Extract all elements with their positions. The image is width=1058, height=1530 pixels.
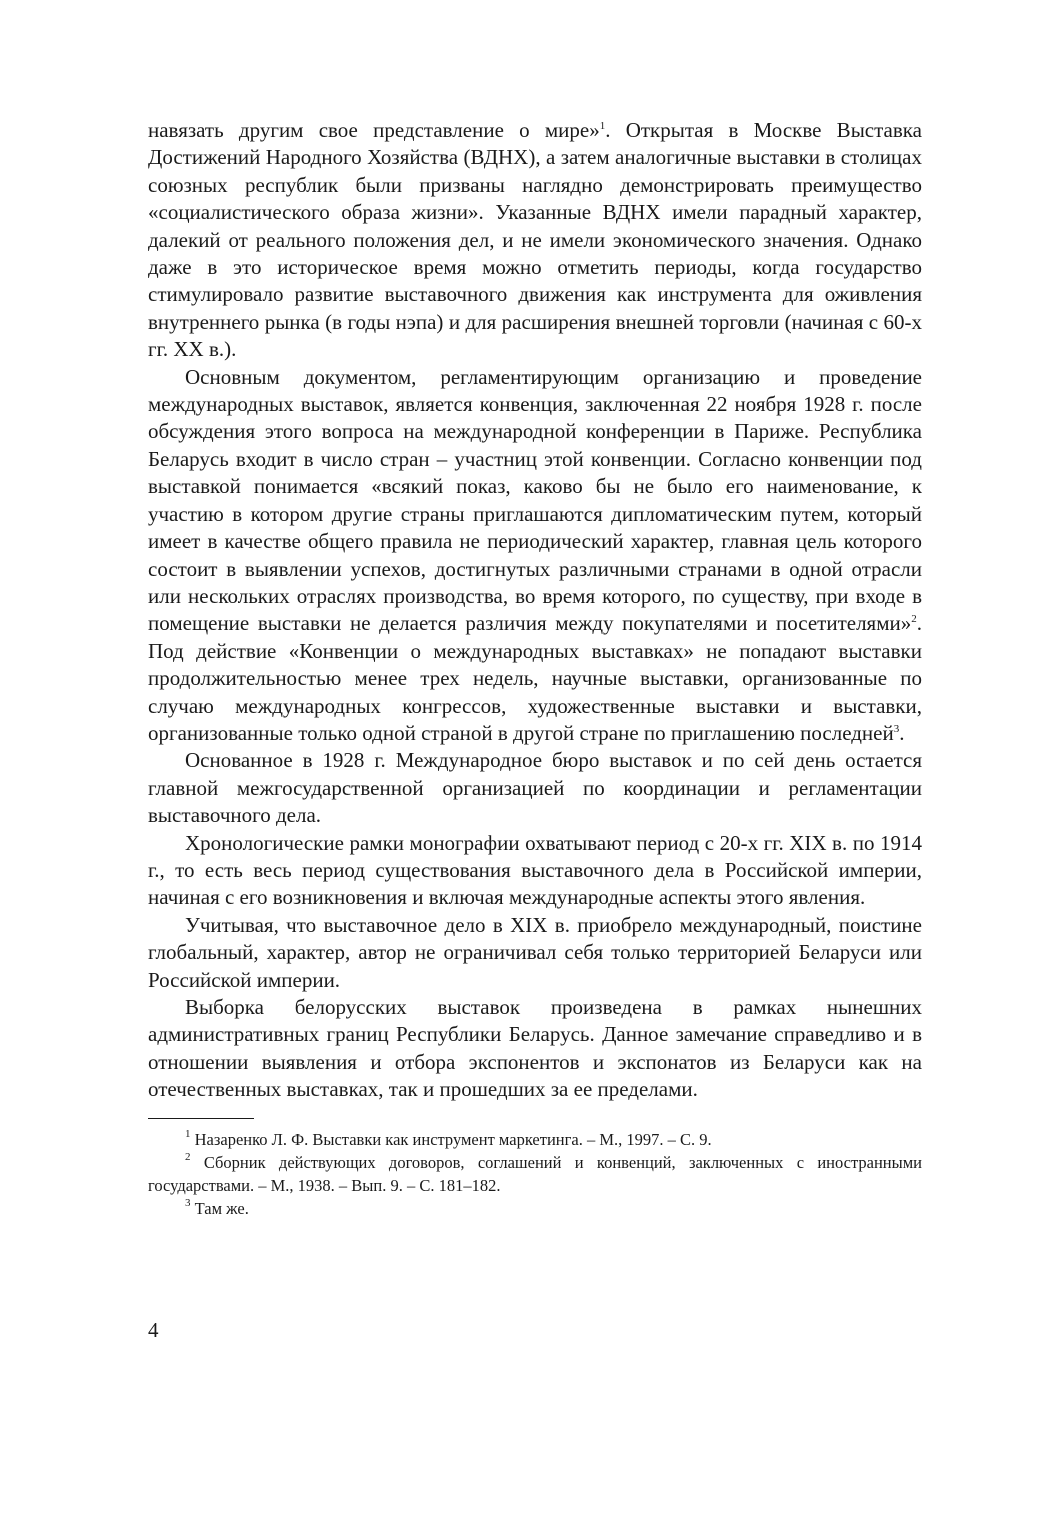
footnote-1 — [148, 1128, 922, 1151]
footnote-mark-3: 3 — [185, 1196, 191, 1209]
paragraph-2-text-a: Основным документом, регламентирующим организацию и проведение международных выставок, является конвенция, заключенная 22 ноября 1928 г. после обсуждения этого вопроса на международной конференции в Париже. Республика Беларусь входит в число стран – участниц этой конвенции. Согласно конвенции под выставкой понимается «всякий показ, каково бы не было его наименование, к участию в котором другие страны приглашаются дипломатическим путем, который имеет в качестве общего правила не периодический характер, главная цель которого состоит в выявлении успехов, достигнутых различными странами в одной отрасли или нескольких отраслях производства, во время которого, по существу, при входе в помещение выставки не делается различия между покупателями и посетителями» — [148, 364, 922, 636]
footnote-3 — [148, 1197, 922, 1220]
footnote-1-text: Назаренко Л. Ф. Выставки как инструмент маркетинга. – М., 1997. – С. 9. — [190, 1129, 712, 1149]
body-text — [148, 117, 922, 1104]
paragraph-2-text-b: . Под действие «Конвенции о международных выставках» не попадают выставки продолжительностью менее трех недель, научные выставки, организованные по случаю международных конгрессов, художественные выставки и выставки, организованные только одной страной в другой стране по приглашению последней — [148, 611, 922, 745]
paragraph-3: Основанное в 1928 г. Международное бюро выставок и по сей день остается главной межгосударственной организацией по координации и регламентации выставочного дела. — [148, 748, 922, 828]
footnote-2 — [148, 1151, 922, 1197]
paragraph-1 — [148, 117, 922, 364]
footnote-2-text: Сборник действующих договоров, соглашений и конвенций, заключенных с иностранными государствами. – М., 1938. – Вып. 9. – С. 181–182. — [148, 1152, 922, 1195]
paragraph-1-text-b: . Открытая в Москве Выставка Достижений Народного Хозяйства (ВДНХ), а затем аналогичные выставки в столицах союзных республик были призваны наглядно демонстрировать преимущество «социалистического образа жизни». Указанные ВДНХ имели парадный характер, далекий от реального положения дел, и не имели экономического значения. Однако даже в это историческое время можно отметить периоды, когда государство стимулировало развитие выставочного движения как инструмента для оживления внутреннего рынка (в годы нэпа) и для расширения внешней торговли (начиная с 60-х гг. XX в.). — [148, 118, 922, 362]
footnote-mark-2: 2 — [185, 1150, 191, 1163]
footnote-ref-3: 3 — [893, 722, 900, 735]
footnote-divider — [148, 1118, 254, 1119]
footnote-ref-1: 1 — [599, 120, 606, 132]
paragraph-4: Хронологические рамки монографии охватывают период с 20-х гг. XIX в. по 1914 г., то есть весь период существования выставочного дела в Российской империи, начиная с его возникновения и включая международные аспекты этого явления. — [148, 830, 922, 910]
footnote-3-text: Там же. — [190, 1198, 249, 1218]
page-number: 4 — [148, 1318, 159, 1342]
page-content — [148, 117, 922, 1220]
paragraph-5: Учитывая, что выставочное дело в XIX в. приобрело международный, поистине глобальный, характер, автор не ограничивал себя только территорией Беларуси или Российской империи. — [148, 912, 922, 992]
footnote-ref-2: 2 — [911, 613, 917, 626]
paragraph-1-text-a: навязать другим свое представление о мире» — [148, 118, 600, 142]
paragraph-2-text-c: . — [899, 720, 905, 745]
footnotes — [148, 1128, 922, 1220]
paragraph-6: Выборка белорусских выставок произведена в рамках нынешних административных границ Республики Беларусь. Данное замечание справедливо и в отношении выявления и отбора экспонентов и экспонатов из Беларуси как на отечественных выставках, так и прошедших за ее пределами. — [148, 995, 922, 1102]
footnote-mark-1: 1 — [185, 1127, 191, 1140]
paragraph-2 — [148, 364, 922, 748]
